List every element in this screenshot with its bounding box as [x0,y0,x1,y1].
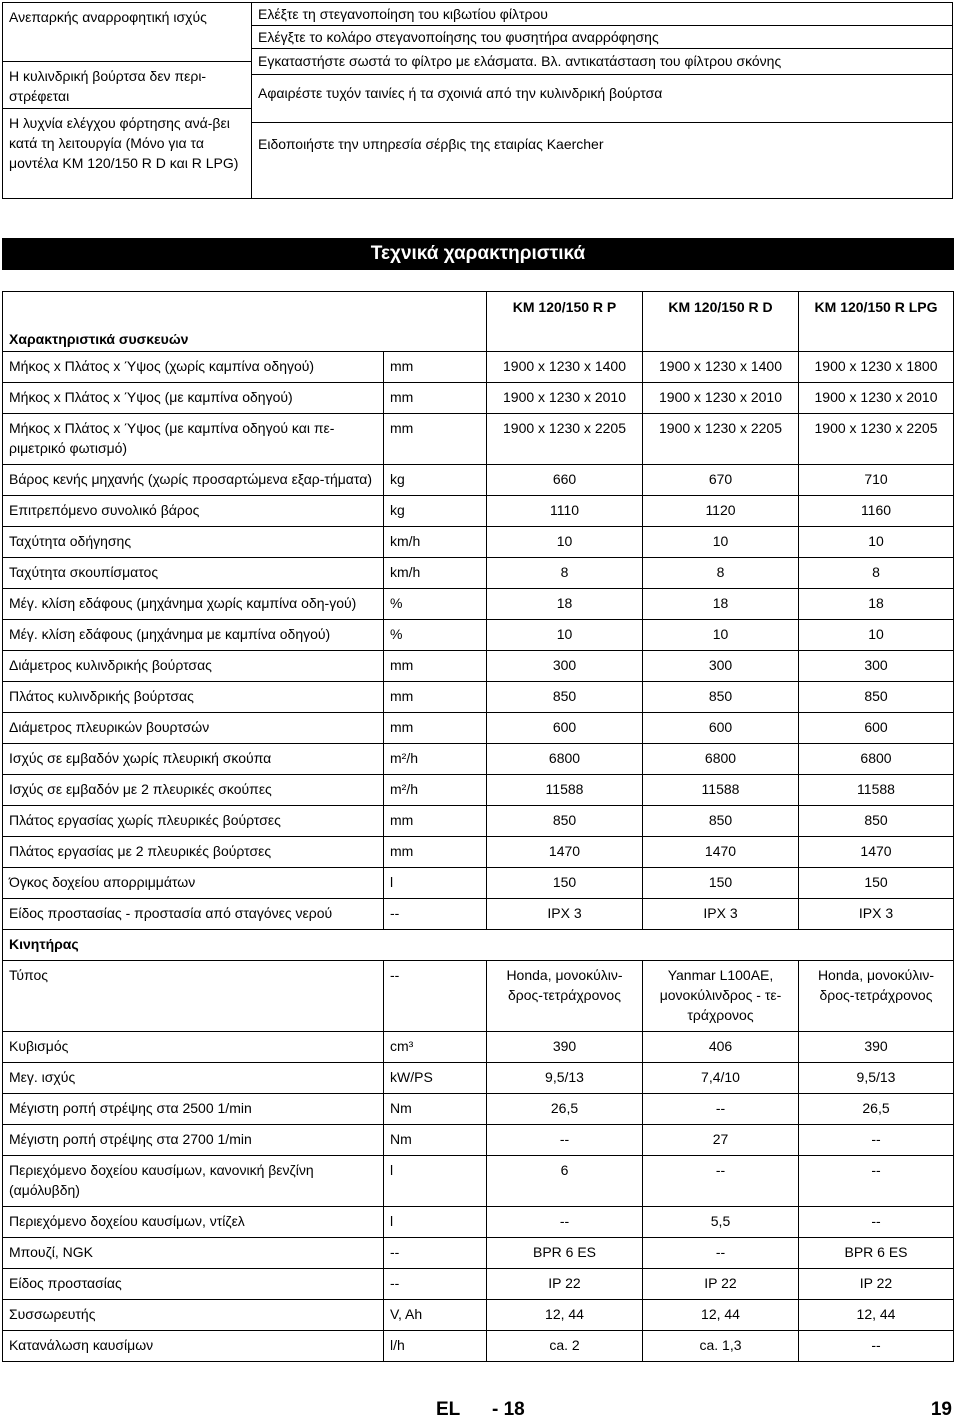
spec-value: 300 [643,651,799,682]
spec-value: 10 [643,527,799,558]
spec-unit: -- [384,1269,487,1300]
spec-label: Μήκος x Πλάτος x Ύψος (με καμπίνα οδηγού και πε-ριμετρικό φωτισμό) [3,414,384,465]
spec-unit: mm [384,837,487,868]
spec-row [3,589,954,620]
spec-value: 1900 x 1230 x 1400 [643,352,799,383]
spec-value: 10 [643,620,799,651]
spec-value: 12, 44 [643,1300,799,1331]
spec-row [3,496,954,527]
spec-label: Τύπος [3,961,384,1032]
spec-value: 10 [487,527,643,558]
spec-row [3,1156,954,1207]
spec-value: 26,5 [799,1094,954,1125]
spec-unit: mm [384,806,487,837]
spec-value: 660 [487,465,643,496]
model-header: KM 120/150 R D [643,292,799,352]
spec-label: Κατανάλωση καυσίμων [3,1331,384,1362]
spec-value: -- [799,1156,954,1207]
spec-value: 1900 x 1230 x 2010 [487,383,643,414]
spec-value: 1900 x 1230 x 2205 [799,414,954,465]
spec-unit: l [384,1207,487,1238]
spec-row [3,744,954,775]
spec-unit: m²/h [384,744,487,775]
spec-unit: -- [384,1238,487,1269]
spec-label: Διάμετρος πλευρικών βουρτσών [3,713,384,744]
spec-value: 1110 [487,496,643,527]
remedy-lamella-filter: Εγκαταστήστε σωστά το φίλτρο με ελάσματα. Βλ. αντικατάσταση του φίλτρου σκόνης [252,49,952,75]
spec-row [3,713,954,744]
spec-value: -- [487,1125,643,1156]
remedies-column [252,3,953,199]
spec-value: 1900 x 1230 x 1400 [487,352,643,383]
spec-label: Μέγ. κλίση εδάφους (μηχάνημα χωρίς καμπίνα οδη-γού) [3,589,384,620]
remedy-charge-lamp: Ειδοποιήστε την υπηρεσία σέρβις της εταιρίας Kaercher [258,136,604,152]
spec-value: 390 [487,1032,643,1063]
spec-value: 6800 [643,744,799,775]
spec-value: 850 [799,682,954,713]
spec-value: 600 [487,713,643,744]
spec-value: 1900 x 1230 x 2010 [643,383,799,414]
spec-table [2,291,954,1362]
spec-label: Μεγ. ισχύς [3,1063,384,1094]
spec-label: Ισχύς σε εμβαδόν χωρίς πλευρική σκούπα [3,744,384,775]
spec-value: 850 [643,682,799,713]
spec-label: Διάμετρος κυλινδρικής βούρτσας [3,651,384,682]
spec-row [3,682,954,713]
spec-value: 6 [487,1156,643,1207]
spec-value: -- [643,1094,799,1125]
spec-value: 6800 [487,744,643,775]
spec-unit: Nm [384,1094,487,1125]
spec-row [3,1300,954,1331]
spec-unit: cm³ [384,1032,487,1063]
spec-value: 1900 x 1230 x 2205 [487,414,643,465]
spec-value: 1470 [799,837,954,868]
spec-value: 12, 44 [799,1300,954,1331]
spec-label: Είδος προστασίας - προστασία από σταγόνες νερού [3,899,384,930]
spec-value: 9,5/13 [487,1063,643,1094]
spec-value: 1470 [643,837,799,868]
spec-unit: % [384,589,487,620]
spec-value: BPR 6 ES [799,1238,954,1269]
spec-value: 150 [487,868,643,899]
spec-label: Πλάτος εργασίας χωρίς πλευρικές βούρτσες [3,806,384,837]
spec-label: Ισχύς σε εμβαδόν με 2 πλευρικές σκούπες [3,775,384,806]
section-title: Τεχνικά χαρακτηριστικά [2,238,954,270]
spec-unit: mm [384,414,487,465]
spec-value: 850 [487,682,643,713]
remedy-filter-box: Ελέξτε τη στεγανοποίηση του κιβωτίου φίλτρου [252,3,952,26]
spec-value: 300 [799,651,954,682]
spec-row [3,414,954,465]
spec-value: -- [799,1331,954,1362]
spec-label: Μήκος x Πλάτος x Ύψος (με καμπίνα οδηγού) [3,383,384,414]
remedy-brush: Αφαιρέστε τυχόν ταινίες ή τα σχοινιά από την κυλινδρική βούρτσα [252,75,952,123]
spec-value: 7,4/10 [643,1063,799,1094]
spec-row [3,1125,954,1156]
spec-value: 18 [799,589,954,620]
spec-value: IPX 3 [487,899,643,930]
model-header: KM 120/150 R LPG [799,292,954,352]
spec-unit: Nm [384,1125,487,1156]
spec-row [3,465,954,496]
spec-value: 150 [643,868,799,899]
spec-label: Είδος προστασίας [3,1269,384,1300]
spec-unit: km/h [384,527,487,558]
spec-label: Πλάτος εργασίας με 2 πλευρικές βούρτσες [3,837,384,868]
spec-value: -- [487,1207,643,1238]
spec-row [3,868,954,899]
spec-value: 1160 [799,496,954,527]
engine-section-title: Κινητήρας [3,930,954,961]
cause-charge-lamp: Η λυχνία ελέγχου φόρτησης ανά-βει κατά τη λειτουργία (Μόνο για τα μοντέλα KM 120/150 R D και R LPG) [3,108,251,193]
spec-label: Επιτρεπόμενο συνολικό βάρος [3,496,384,527]
spec-value: 11588 [799,775,954,806]
page-number: 19 [930,1399,952,1420]
spec-value: 12, 44 [487,1300,643,1331]
spec-value: 5,5 [643,1207,799,1238]
spec-value: 300 [487,651,643,682]
spec-label: Μέγιστη ροπή στρέψης στα 2700 1/min [3,1125,384,1156]
spec-unit: m²/h [384,775,487,806]
spec-label: Μέγιστη ροπή στρέψης στα 2500 1/min [3,1094,384,1125]
spec-row [3,1207,954,1238]
spec-unit: mm [384,352,487,383]
spec-label: Πλάτος κυλινδρικής βούρτσας [3,682,384,713]
spec-value: IP 22 [487,1269,643,1300]
spec-label: Μήκος x Πλάτος x Ύψος (χωρίς καμπίνα οδηγού) [3,352,384,383]
remedy-blower-seal: Ελέγξτε το κολάρο στεγανοποίησης του φυσητήρα αναρρόφησης [252,26,952,49]
spec-value: 850 [487,806,643,837]
spec-value: 18 [487,589,643,620]
spec-value: 6800 [799,744,954,775]
spec-row [3,961,954,1032]
spec-label: Συσσωρευτής [3,1300,384,1331]
spec-unit: V, Ah [384,1300,487,1331]
spec-unit: mm [384,383,487,414]
spec-value: -- [799,1207,954,1238]
spec-value: IPX 3 [799,899,954,930]
spec-unit: % [384,620,487,651]
spec-value: 18 [643,589,799,620]
spec-value: 600 [799,713,954,744]
spec-value: Yanmar L100AE, μονοκύλινδρος - τε-τράχρονος [643,961,799,1032]
spec-value: 390 [799,1032,954,1063]
spec-header-row [3,292,954,352]
spec-value: Honda, μονοκύλιν-δρος-τετράχρονος [487,961,643,1032]
spec-value: 9,5/13 [799,1063,954,1094]
spec-value: 670 [643,465,799,496]
spec-value: BPR 6 ES [487,1238,643,1269]
spec-row [3,899,954,930]
spec-value: 27 [643,1125,799,1156]
spec-row [3,806,954,837]
spec-value: 10 [799,527,954,558]
spec-row [3,1032,954,1063]
spec-header-label: Χαρακτηριστικά συσκευών [3,292,487,352]
spec-row [3,651,954,682]
spec-value: 600 [643,713,799,744]
spec-row [3,383,954,414]
troubleshooting-table [2,2,953,199]
spec-unit: l [384,1156,487,1207]
spec-value: 8 [799,558,954,589]
spec-value: 26,5 [487,1094,643,1125]
spec-value: 1900 x 1230 x 2010 [799,383,954,414]
spec-unit: -- [384,899,487,930]
spec-label: Κυβισμός [3,1032,384,1063]
spec-unit: kg [384,465,487,496]
spec-label: Ταχύτητα σκουπίσματος [3,558,384,589]
spec-label: Όγκος δοχείου απορριμμάτων [3,868,384,899]
spec-unit: mm [384,682,487,713]
spec-unit: kg [384,496,487,527]
spec-row [3,352,954,383]
spec-value: 710 [799,465,954,496]
spec-row [3,1269,954,1300]
spec-value: IPX 3 [643,899,799,930]
footer-page-ref: - 18 [492,1399,525,1420]
spec-unit: mm [384,651,487,682]
spec-unit: kW/PS [384,1063,487,1094]
spec-unit: l [384,868,487,899]
spec-value: 850 [799,806,954,837]
spec-value: 150 [799,868,954,899]
spec-row [3,775,954,806]
spec-value: 11588 [643,775,799,806]
spec-value: ca. 1,3 [643,1331,799,1362]
spec-value: -- [643,1156,799,1207]
spec-label: Περιεχόμενο δοχείου καυσίμων, κανονική βενζίνη (αμόλυβδη) [3,1156,384,1207]
spec-unit: km/h [384,558,487,589]
spec-row [3,1063,954,1094]
spec-value: 1470 [487,837,643,868]
spec-row [3,1094,954,1125]
spec-row [3,1238,954,1269]
spec-value: ca. 2 [487,1331,643,1362]
spec-value: 850 [643,806,799,837]
spec-unit: l/h [384,1331,487,1362]
spec-row [3,1331,954,1362]
spec-unit: -- [384,961,487,1032]
cause-suction: Ανεπαρκής αναρροφητική ισχύς [9,9,207,25]
spec-value: 10 [487,620,643,651]
spec-value: IP 22 [643,1269,799,1300]
spec-value: -- [799,1125,954,1156]
spec-value: 10 [799,620,954,651]
causes-column [3,3,252,199]
spec-value: IP 22 [799,1269,954,1300]
spec-value: 11588 [487,775,643,806]
spec-value: 8 [487,558,643,589]
spec-row [3,558,954,589]
spec-row [3,620,954,651]
spec-value: 8 [643,558,799,589]
spec-unit: mm [384,713,487,744]
spec-row [3,527,954,558]
footer-language: EL [436,1399,461,1420]
spec-value: 1900 x 1230 x 2205 [643,414,799,465]
engine-section-row [3,930,954,961]
spec-label: Βάρος κενής μηχανής (χωρίς προσαρτώμενα εξαρ-τήματα) [3,465,384,496]
spec-value: 406 [643,1032,799,1063]
spec-row [3,837,954,868]
spec-label: Ταχύτητα οδήγησης [3,527,384,558]
spec-label: Μπουζί, NGK [3,1238,384,1269]
spec-label: Περιεχόμενο δοχείου καυσίμων, ντίζελ [3,1207,384,1238]
spec-value: 1120 [643,496,799,527]
spec-value: 1900 x 1230 x 1800 [799,352,954,383]
spec-value: -- [643,1238,799,1269]
cause-brush: Η κυλινδρική βούρτσα δεν περι-στρέφεται [3,61,251,108]
model-header: KM 120/150 R P [487,292,643,352]
spec-value: Honda, μονοκύλιν-δρος-τετράχρονος [799,961,954,1032]
spec-label: Μέγ. κλίση εδάφους (μηχάνημα με καμπίνα οδηγού) [3,620,384,651]
